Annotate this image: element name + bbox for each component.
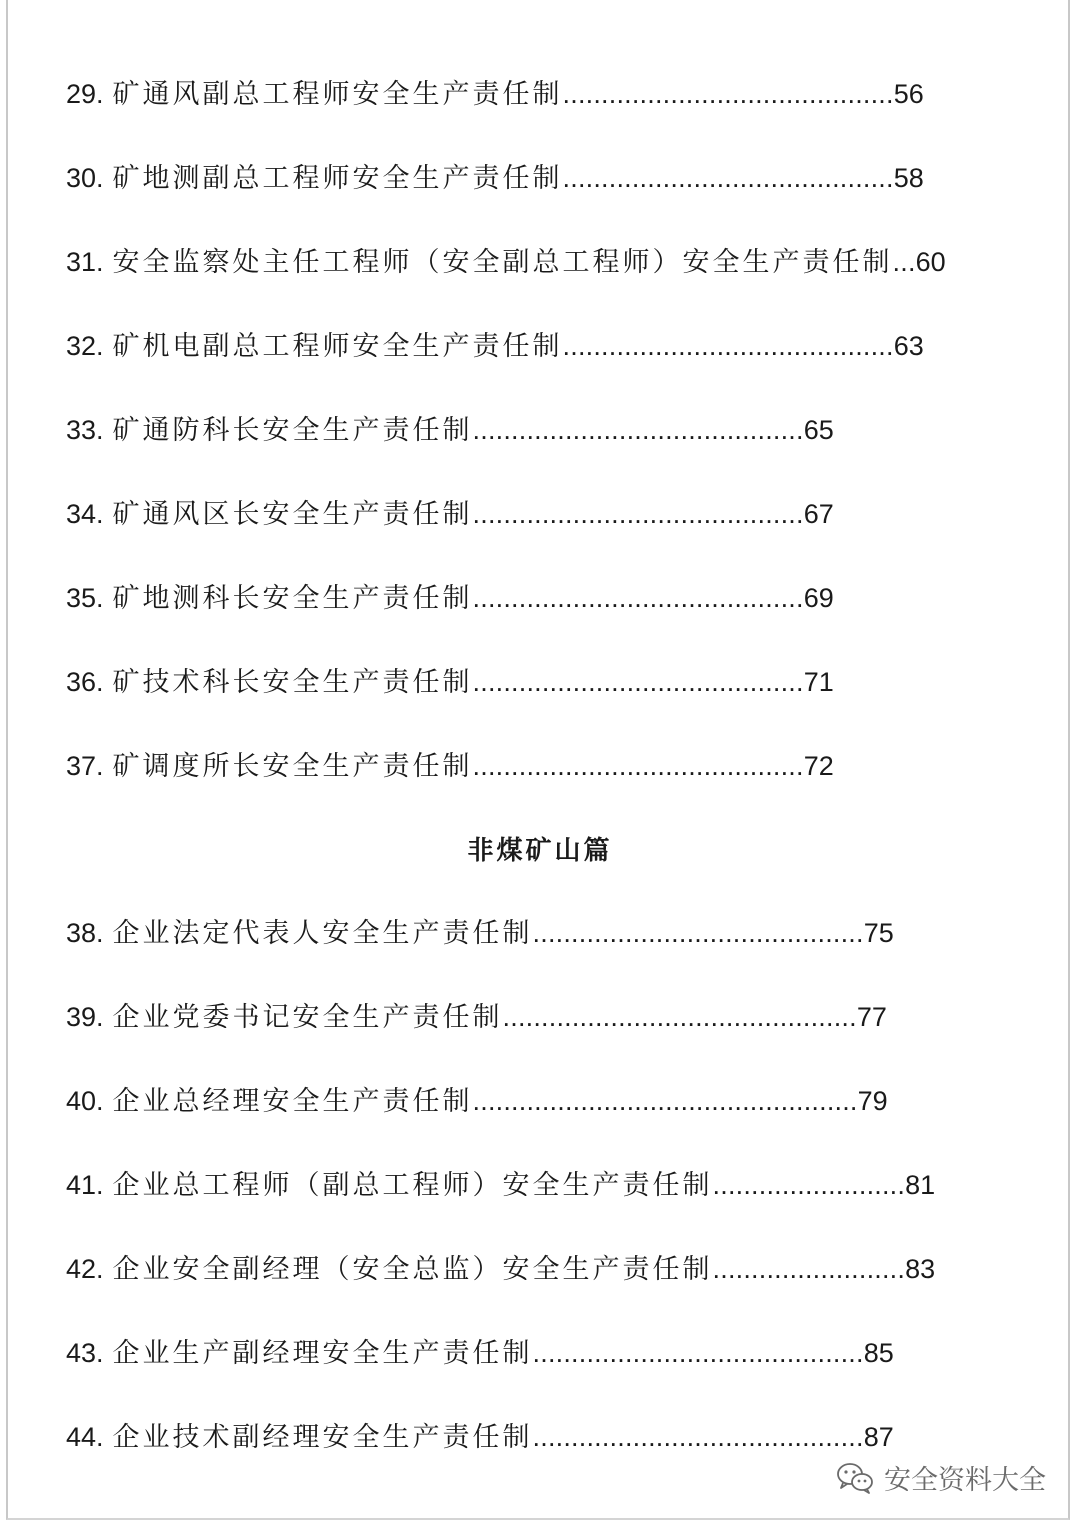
toc-entry-leader: ........................................... <box>472 499 804 529</box>
toc-entry-page: 63 <box>893 331 924 361</box>
toc-entry[interactable] <box>66 1333 894 1373</box>
toc-entry-number: 33. <box>66 415 104 445</box>
toc-entry-page: 67 <box>803 499 834 529</box>
toc-entry[interactable] <box>66 1417 894 1457</box>
toc-entry-number: 34. <box>66 499 104 529</box>
toc-entry[interactable] <box>66 662 834 702</box>
toc-entry-page: 65 <box>803 415 834 445</box>
toc-entry-leader: ........................................... <box>532 918 864 948</box>
toc-entry-number: 43. <box>66 1338 104 1368</box>
toc-entry-number: 38. <box>66 918 104 948</box>
toc-entry-page: 79 <box>857 1086 888 1116</box>
watermark <box>836 1458 1046 1497</box>
toc-entry-title: 矿机电副总工程师安全生产责任制 <box>112 331 563 362</box>
toc-entry-leader: ........................................... <box>532 1338 864 1368</box>
toc-entry[interactable] <box>66 997 887 1037</box>
toc-entry-leader: ......................... <box>712 1170 906 1200</box>
toc-entry-leader: ......................... <box>712 1254 906 1284</box>
toc-entry-page: 69 <box>803 583 834 613</box>
toc-entry-page: 72 <box>803 751 834 781</box>
toc-entry-leader: ........................................... <box>472 751 804 781</box>
toc-entry-leader: ........................................... <box>472 667 804 697</box>
toc-entry[interactable] <box>66 74 924 114</box>
toc-entry-page: 87 <box>863 1422 894 1452</box>
toc-entry-number: 41. <box>66 1170 104 1200</box>
toc-entry-title: 矿通防科长安全生产责任制 <box>112 415 473 446</box>
toc-entry-number: 42. <box>66 1254 104 1284</box>
toc-entry-page: 77 <box>856 1002 887 1032</box>
toc-entry-title: 企业党委书记安全生产责任制 <box>112 1002 503 1033</box>
toc-entry-title: 企业总工程师（副总工程师）安全生产责任制 <box>112 1170 713 1201</box>
toc-entry-number: 37. <box>66 751 104 781</box>
toc-entry-leader: ........................................... <box>562 79 894 109</box>
toc-entry-title: 矿通风区长安全生产责任制 <box>112 499 473 530</box>
watermark-text: 安全资料大全 <box>884 1465 1046 1496</box>
toc-entry-number: 36. <box>66 667 104 697</box>
toc-entry[interactable] <box>66 913 894 953</box>
toc-entry-leader: .............................................. <box>502 1002 857 1032</box>
toc-entry-number: 31. <box>66 247 104 277</box>
toc-entry-number: 39. <box>66 1002 104 1032</box>
toc-entry-leader: ........................................... <box>472 415 804 445</box>
toc-entry-title: 企业生产副经理安全生产责任制 <box>112 1338 533 1369</box>
toc-entry-page: 83 <box>905 1254 936 1284</box>
toc-entry[interactable] <box>66 494 834 534</box>
toc-entry[interactable] <box>66 158 924 198</box>
toc-entry-leader: .................................................. <box>472 1086 858 1116</box>
toc-entry[interactable] <box>66 578 834 618</box>
toc-entry[interactable] <box>66 326 924 366</box>
toc-entry[interactable] <box>66 1081 888 1121</box>
toc-entry-number: 44. <box>66 1422 104 1452</box>
toc-entry-leader: ........................................... <box>562 331 894 361</box>
toc-entry-number: 40. <box>66 1086 104 1116</box>
toc-entry-title: 企业法定代表人安全生产责任制 <box>112 918 533 949</box>
toc-entry-leader: ........................................... <box>562 163 894 193</box>
toc-entry-title: 矿通风副总工程师安全生产责任制 <box>112 79 563 110</box>
toc-entry-number: 35. <box>66 583 104 613</box>
toc-entry[interactable] <box>66 410 834 450</box>
toc-entry-page: 60 <box>915 247 946 277</box>
wechat-icon <box>836 1462 874 1494</box>
toc-entry[interactable] <box>66 746 834 786</box>
toc-entry-number: 30. <box>66 163 104 193</box>
toc-entry-title: 矿地测科长安全生产责任制 <box>112 583 473 614</box>
toc-entry-leader: ... <box>892 247 916 277</box>
toc-entry-title: 安全监察处主任工程师（安全副总工程师）安全生产责任制 <box>112 247 893 278</box>
toc-entry-page: 75 <box>863 918 894 948</box>
toc-entry[interactable] <box>66 242 946 282</box>
toc-entry-title: 矿调度所长安全生产责任制 <box>112 751 473 782</box>
toc-entry-title: 矿技术科长安全生产责任制 <box>112 667 473 698</box>
section-heading: 非煤矿山篇 <box>467 836 613 866</box>
toc-entry-page: 56 <box>893 79 924 109</box>
toc-entry-title: 矿地测副总工程师安全生产责任制 <box>112 163 563 194</box>
toc-entry-title: 企业技术副经理安全生产责任制 <box>112 1422 533 1453</box>
toc-entry-page: 71 <box>803 667 834 697</box>
toc-entry-number: 32. <box>66 331 104 361</box>
toc-entry-title: 企业总经理安全生产责任制 <box>112 1086 473 1117</box>
toc-entry-leader: ........................................... <box>472 583 804 613</box>
toc-entry[interactable] <box>66 1165 935 1205</box>
toc-entry-leader: ........................................... <box>532 1422 864 1452</box>
toc-entry-page: 85 <box>863 1338 894 1368</box>
toc-entry-title: 企业安全副经理（安全总监）安全生产责任制 <box>112 1254 713 1285</box>
toc-entry-number: 29. <box>66 79 104 109</box>
toc-entry[interactable] <box>66 1249 935 1289</box>
toc-entry-page: 58 <box>893 163 924 193</box>
toc-entry-page: 81 <box>905 1170 936 1200</box>
